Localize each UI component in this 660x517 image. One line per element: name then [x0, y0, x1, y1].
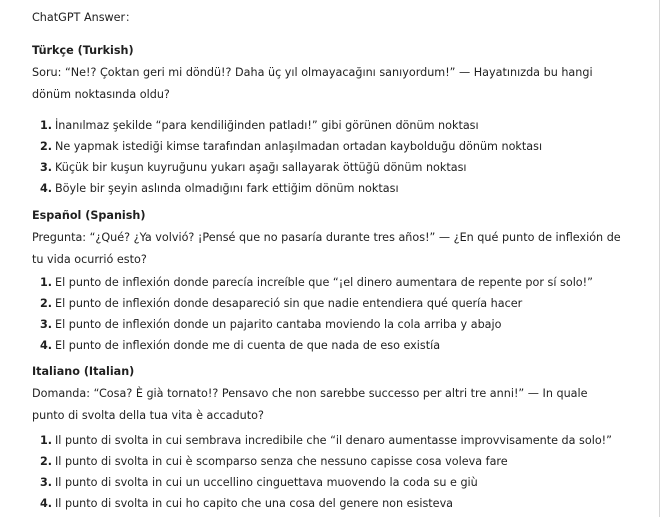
item-number: 1.	[40, 276, 53, 289]
item-number: 3.	[40, 318, 53, 331]
section-title: Italiano (Italian)	[32, 365, 135, 378]
list-item	[32, 433, 622, 454]
question-text: Domanda: “Cosa? È già tornato!? Pensavo che non sarebbe successo per altri tre anni!” — In quale punto di svolta della tua vita è accaduto?	[32, 387, 588, 422]
item-text: El punto de inflexión donde parecía increíble que “¡el dinero aumentara de repente por sí solo!”	[55, 276, 593, 289]
list-item	[32, 275, 622, 296]
item-text: Il punto di svolta in cui sembrava incredibile che “il denaro aumentasse improvvisamente da solo!”	[55, 434, 612, 447]
option-list	[32, 433, 622, 517]
item-text: Küçük bir kuşun kuyruğunu yukarı aşağı sallayarak öttüğü dönüm noktası	[55, 161, 467, 174]
item-text: Ne yapmak istediği kimse tarafından anlaşılmadan ortadan kaybolduğu dönüm noktası	[55, 140, 543, 153]
section-title: Español (Spanish)	[32, 209, 146, 222]
item-number: 1.	[40, 119, 53, 132]
item-number: 1.	[40, 434, 53, 447]
item-text: Il punto di svolta in cui è scomparso senza che nessuno capisse cosa voleva fare	[55, 455, 508, 468]
list-item	[32, 496, 622, 517]
answer-header: ChatGPT Answer：	[32, 11, 137, 24]
section-spanish	[32, 208, 622, 359]
item-text: Böyle bir şeyin aslında olmadığını fark ettiğim dönüm noktası	[55, 182, 399, 195]
item-number: 2.	[40, 140, 53, 153]
section-title: Türkçe (Turkish)	[32, 44, 134, 57]
item-number: 3.	[40, 476, 53, 489]
item-number: 4.	[40, 182, 53, 195]
list-item	[32, 139, 622, 160]
item-number: 2.	[40, 455, 53, 468]
item-text: El punto de inflexión donde me di cuenta de que nada de eso existía	[55, 339, 441, 352]
question-text: Pregunta: “¿Qué? ¿Ya volvió? ¡Pensé que no pasaría durante tres años!” — ¿En qué punto de inflexión de tu vida ocurrió esto?	[32, 231, 621, 266]
item-text: Il punto di svolta in cui un uccellino cinguettava muovendo la coda su e giù	[55, 476, 478, 489]
list-item	[32, 296, 622, 317]
item-number: 2.	[40, 297, 53, 310]
list-item	[32, 118, 622, 139]
list-item	[32, 317, 622, 338]
list-item	[32, 181, 622, 202]
item-number: 4.	[40, 497, 53, 510]
section-italian	[32, 364, 622, 517]
item-text: El punto de inflexión donde un pajarito cantaba moviendo la cola arriba y abajo	[55, 318, 502, 331]
item-number: 3.	[40, 161, 53, 174]
list-item	[32, 454, 622, 475]
question-text: Soru: “Ne!? Çoktan geri mi döndü!? Daha üç yıl olmayacağını sanıyordum!” — Hayatınızda bu hangi dönüm noktasında oldu?	[32, 66, 593, 101]
item-text: İnanılmaz şekilde “para kendiliğinden patladı!” gibi görünen dönüm noktası	[55, 119, 479, 132]
item-text: Il punto di svolta in cui ho capito che una cosa del genere non esisteva	[55, 497, 454, 510]
list-item	[32, 475, 622, 496]
list-item	[32, 338, 622, 359]
option-list	[32, 275, 622, 359]
option-list	[32, 118, 622, 202]
list-item	[32, 160, 622, 181]
section-turkish	[32, 43, 622, 202]
item-text: El punto de inflexión donde desapareció sin que nadie entendiera qué quería hacer	[55, 297, 523, 310]
item-number: 4.	[40, 339, 53, 352]
